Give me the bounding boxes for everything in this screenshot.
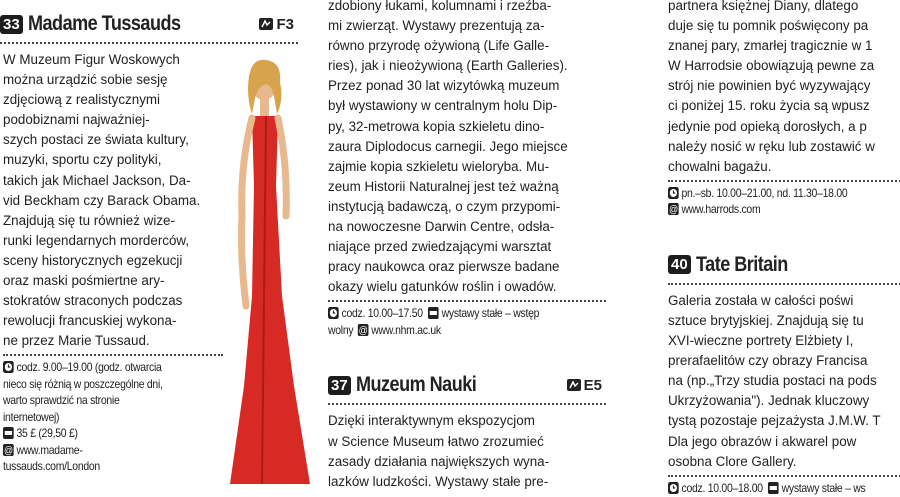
text-line: chowalni bagażu. [668,158,772,174]
text-line: XVI-wieczne portrety Elżbiety I, [668,333,854,349]
text-line: zaura Diplodocus carnegii. Jego miejsce [328,138,568,154]
text-line: duje się tu pomnik poświęcony pa [668,18,869,34]
text-line: rewolucji francuskiej wykona- [3,313,177,329]
wax-figure-photo [222,56,312,486]
clock-icon [668,482,679,494]
dotted-divider [0,42,298,44]
text-line: należy nosić w ręku lub zostawić w [668,138,875,154]
body-text [668,291,900,472]
text-line: w Science Museum łatwo zrozumieć [328,433,544,449]
text-line: py, 32-metrowa kopia szkieletu dino- [328,118,545,134]
text-line: okazy wielu gatunków roślin i owadów. [328,279,557,295]
text-line: Przez ponad 30 lat wizytówką muzeum [328,78,560,94]
text-line: sztuce brytyjskiej. Znajdują się tu [668,312,864,328]
map-reference: F3 [259,16,294,33]
section-title: Tate Britain [695,252,788,276]
text-line: można urządzić sobie sesję [3,72,168,88]
text-line: szych postaci ze świata kultury, [3,132,189,148]
hours-price-line: codz. 10.00–17.50 wystawy stałe – wstęp [328,306,598,323]
text-line: Ukrzyżowania"). Jednak kluczowy [668,393,870,409]
text-line: zdjęciową z realistycznymi [3,92,161,108]
section-title: Muzeum Nauki [355,373,476,397]
dotted-divider [3,354,223,356]
text-line: instytucją badawczą, o czym przypomi- [328,198,561,214]
text-line: zajmie kopia szkieletu wieloryba. Mu- [328,158,550,174]
section-header [328,369,608,401]
map-icon [259,18,273,30]
price-line: 35 £ (29,50 £) [3,426,183,443]
text-line: W Harrodsie obowiązują pewne za [668,58,875,74]
map-reference: E5 [567,377,602,394]
hours-line: internetowej) [3,410,60,424]
hours-price-line: codz. 10.00–18.00 wystawy stałe – ws [668,481,900,497]
column-harrods-tate [640,0,900,497]
body-text [328,0,608,297]
text-line: stokratów straconych podczas [3,293,183,309]
dotted-divider [668,180,900,182]
web-line[interactable]: wolny @ www.nhm.ac.uk [328,323,441,337]
dotted-divider [668,283,900,285]
svg-text:@: @ [668,204,678,216]
at-icon [3,444,14,456]
body-text [328,411,608,491]
ticket-icon [3,427,14,439]
text-line: sceny historycznych egzekucji [3,252,183,268]
text-line: niające przed zwiedzającymi warsztat [328,239,552,255]
section-title: Madame Tussauds [27,12,181,35]
text-line: na (np.„Trzy studia postaci na pods [668,373,877,389]
text-line: Znajdują się tu również wize- [3,212,175,228]
body-text [668,0,900,177]
dotted-divider [328,403,606,405]
hours-line: pn.–sb. 10.00–21.00, nd. 11.30–18.00 [668,186,900,203]
text-line: podobiznami najważniej- [3,112,150,128]
text-line: prerafaelitów czy obrazy Francisa [668,353,868,369]
text-line: mi zwierząt. Wystawy prezentują za- [328,18,545,34]
text-line: znanej pary, zmarłej tragicznie w 1 [668,38,873,54]
text-line: Dla jego obrazów i akwarel pow [668,433,857,449]
section-number: 40 [668,255,691,274]
web-line[interactable]: @ www.madame- [3,443,83,457]
text-line: muzyki, sportu czy polityki, [3,152,162,168]
text-line: Galeria została w całości poświ [668,292,854,308]
text-line: W Muzeum Figur Woskowych [3,52,180,67]
text-line: takich jak Michael Jackson, Da- [3,172,191,188]
at-icon [358,324,369,336]
text-line: na nowoczesne Darwin Centre, odsła- [328,219,555,235]
text-line: partnera księżnej Diany, dlatego [668,0,859,13]
ticket-icon [428,307,439,319]
web-line[interactable]: tussauds.com/London [3,460,100,474]
hours-line: warto sprawdzić na stronie [3,394,120,408]
info-block [668,186,900,219]
section-number: 37 [328,376,351,395]
info-block [3,360,183,476]
text-line: lazków ludzkości. Wystawy stałe pre- [328,473,549,489]
text-line: runki legendarnych morderców, [3,232,190,248]
hours-line: nieco się różnią w poszczególne dni, [3,377,163,391]
svg-text:@: @ [3,444,13,456]
clock-icon [668,187,679,199]
clock-icon [3,361,14,373]
info-block [328,306,598,339]
text-line: zeum Historii Naturalnej jest też ważną [328,178,559,194]
clock-icon [328,307,339,319]
text-line: strój nie powinien być wyzywający [668,78,871,94]
web-line[interactable]: @ www.harrods.com [668,203,761,217]
text-line: ries), jak i nieożywioną (Earth Galleries). [328,58,568,74]
text-line: oraz maski pośmiertne ary- [3,273,165,289]
dotted-divider [668,475,900,477]
hours-line: codz. 9.00–19.00 (godz. otwarcia [3,360,183,377]
text-line: ci poniżej 15. roku życia są wpusz [668,98,870,114]
text-line: tystą pozostaje pejzażysta J.M.W. T [668,413,881,429]
text-line: ne przez Marie Tussaud. [3,333,150,349]
text-line: zdobiony łukami, kolumnami i rzeźba- [328,0,552,13]
section-number: 33 [0,15,23,34]
column-natural-history [328,0,608,492]
text-line: osobna Clore Gallery. [668,453,797,469]
text-line: vid Beckham czy Barack Obama. [3,192,201,208]
at-icon [668,203,679,215]
text-line: jedynie pod opieką dorosłych, a p [668,118,867,134]
ticket-icon [768,482,779,494]
map-icon [567,379,581,391]
text-line: równo przyrodę ożywioną (Life Galle- [328,38,550,54]
text-line: Dzięki interaktywnym ekspozycjom [328,413,535,429]
section-header [0,8,300,40]
text-line: pracy naukowca oraz pierwsze badane [328,259,560,275]
text-line: zasady działania największych wyna- [328,453,550,469]
section-header [668,249,900,281]
svg-text:@: @ [358,324,368,336]
text-line: był wystawiony w centralnym holu Dip- [328,98,558,114]
dotted-divider [328,300,606,302]
